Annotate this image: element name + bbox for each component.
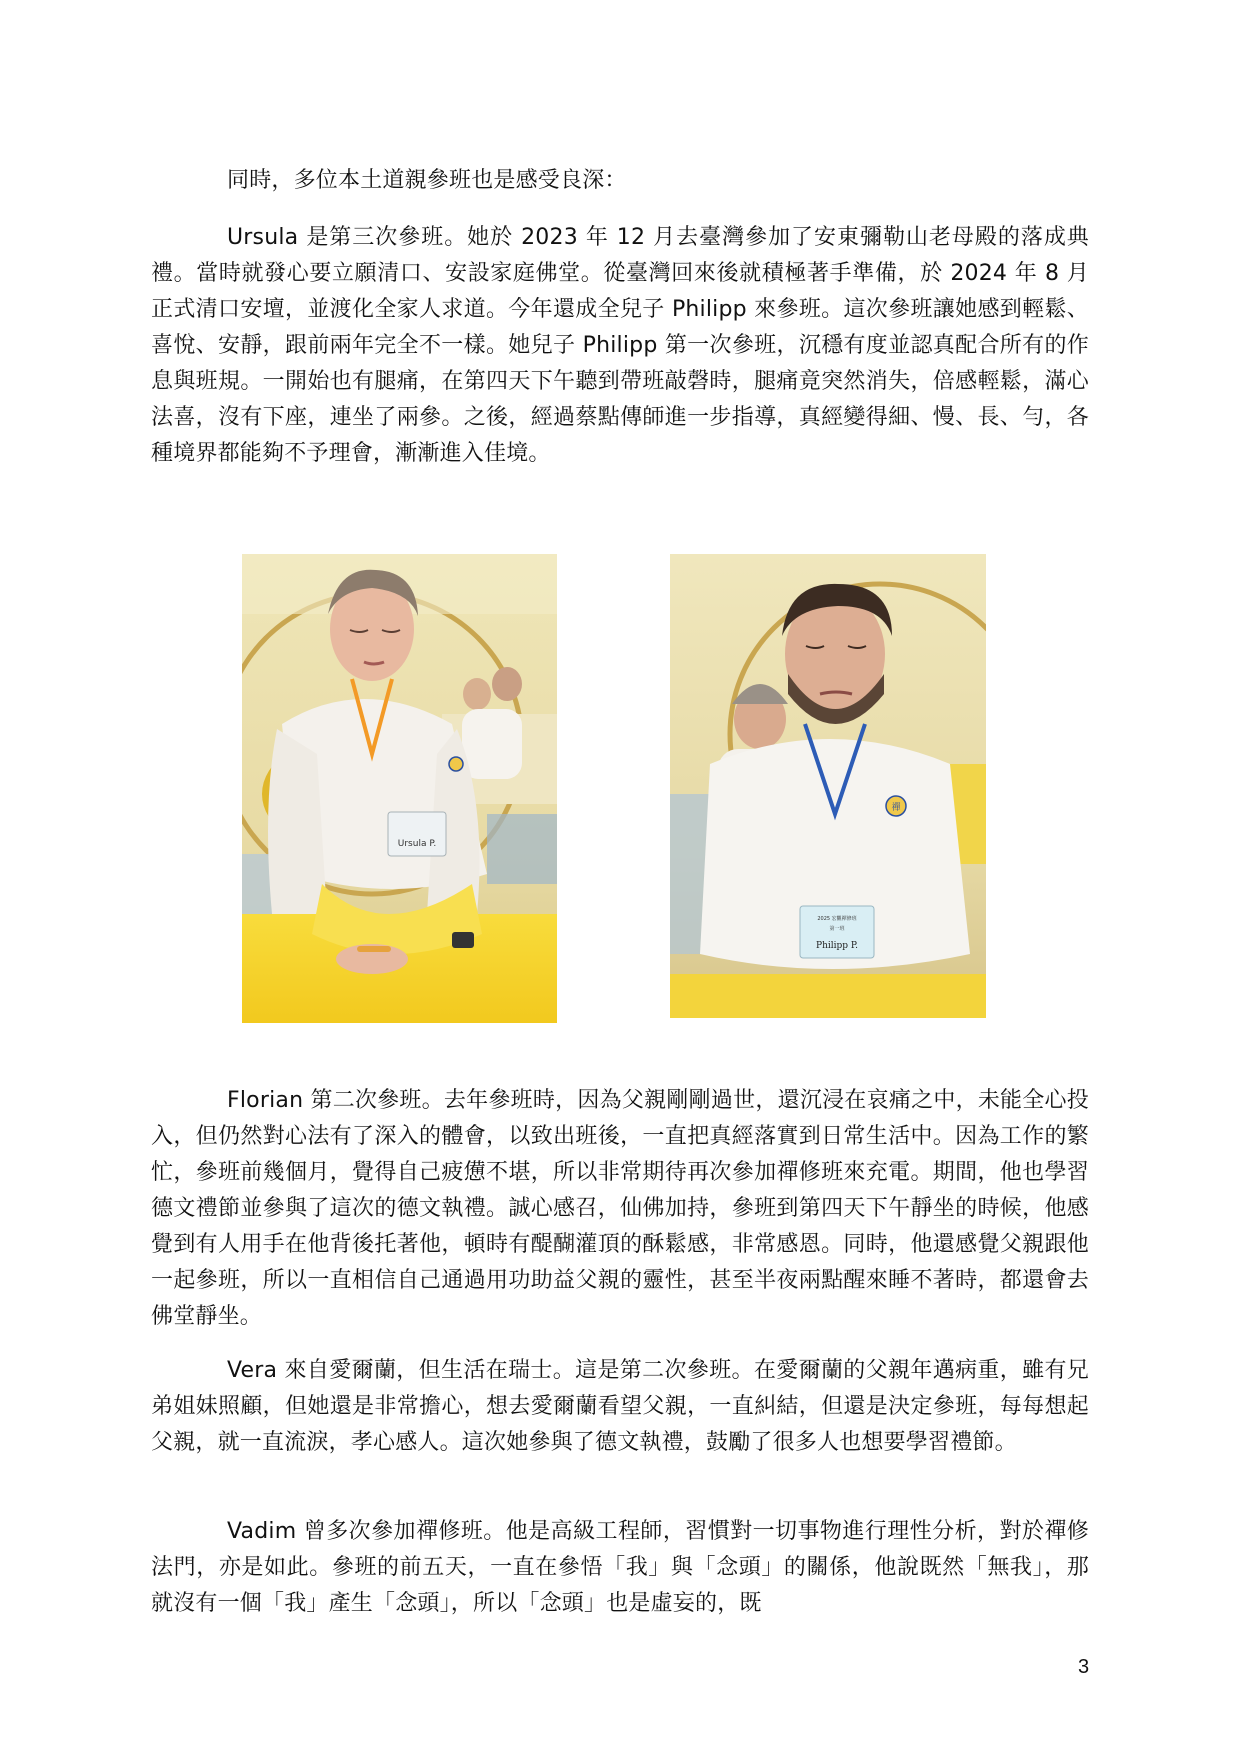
page-number: 3 [1078,1656,1090,1678]
paragraph-ursula: Ursula 是第三次參班。她於 2023 年 12 月去臺灣參加了安東彌勒山老母殿的落成典禮。當時就發心要立願清口、安設家庭佛堂。從臺灣回來後就積極著手準備，於 2024 年 8 月正式清口安壇，並渡化全家人求道。今年還成全兒子 Philipp 來參班。這次參班讓她感到輕鬆、喜悅、安靜，跟前兩年完全不一樣。她兒子 Philipp 第一次參班，沉穩有度並認真配合所有的作息與班規。一開始也有腿痛，在第四天下午聽到帶班敲磬時，腿痛竟突然消失，倍感輕鬆，滿心法喜，沒有下座，連坐了兩參。之後，經過蔡點傳師進一步指導，真經變得細、慢、長、勻，各種境界都能夠不予理會，漸漸進入佳境。 [151,225,1089,466]
paragraph-vera: Vera 來自愛爾蘭，但生活在瑞士。這是第二次參班。在愛爾蘭的父親年邁病重，雖有兄弟姐妹照顧，但她還是非常擔心，想去愛爾蘭看望父親，一直糾結，但還是決定參班，每每想起父親，就一直流淚，孝心感人。這次她參與了德文執禮，鼓勵了很多人也想要學習禮節。 [151,1358,1089,1455]
badge-name-philipp: Philipp P. [816,941,858,951]
badge-name-ursula: Ursula P. [397,839,437,849]
photo-ursula [242,554,557,1023]
paragraph-intro: 同時，多位本土道親參班也是感受良深： [227,168,627,193]
paragraph-florian: Florian 第二次參班。去年參班時，因為父親剛剛過世，還沉浸在哀痛之中，未能全心投入，但仍然對心法有了深入的體會，以致出班後，一直把真經落實到日常生活中。因為工作的繁忙，參班前幾個月，覺得自己疲憊不堪，所以非常期待再次參加禪修班來充電。期間，他也學習德文禮節並參與了這次的德文執禮。誠心感召，仙佛加持，參班到第四天下午靜坐的時候，他感覺到有人用手在他背後托著他，頓時有醍醐灌頂的酥鬆感，非常感恩。同時，他還感覺父親跟他一起參班，所以一直相信自己通過用功助益父親的靈性，甚至半夜兩點醒來睡不著時，都還會去佛堂靜坐。 [151,1088,1089,1329]
emblem-zen-icon: 禪 [891,803,901,813]
paragraph-vadim: Vadim 曾多次參加禪修班。他是高級工程師，習慣對一切事物進行理性分析，對於禪修法門，亦是如此。參班的前五天，一直在參悟「我」與「念頭」的關係，他說既然「無我」，那就沒有一個「我」產生「念頭」，所以「念頭」也是虛妄的，既 [151,1519,1089,1616]
photo-philipp [670,554,986,1018]
badge-course: 2025 宏觀禪修班 [817,916,857,922]
badge-class: 第一班 [829,926,845,932]
